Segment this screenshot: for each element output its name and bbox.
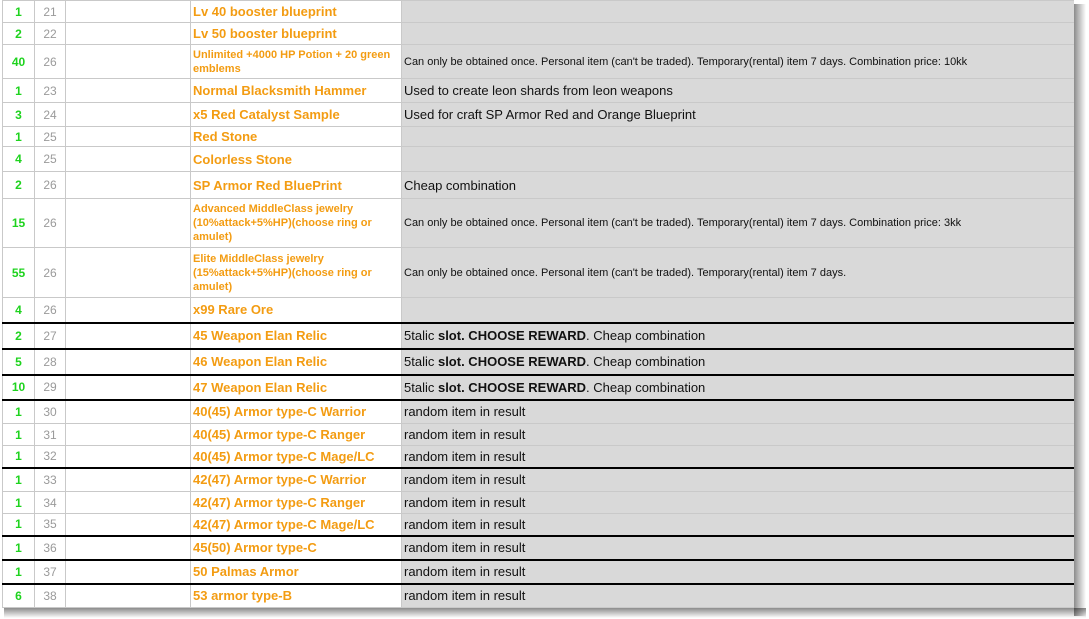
quantity-cell[interactable]: 1 <box>3 1 35 23</box>
item-name-cell[interactable]: Lv 50 booster blueprint <box>191 23 402 45</box>
table-row <box>3 492 1075 514</box>
quantity-cell[interactable]: 2 <box>3 23 35 45</box>
quantity-cell[interactable]: 10 <box>3 375 35 400</box>
empty-cell[interactable] <box>66 468 191 492</box>
sheet-shadow-bottom <box>4 608 1086 618</box>
level-cell[interactable]: 21 <box>35 1 66 23</box>
empty-cell[interactable] <box>66 514 191 536</box>
description-cell[interactable]: random item in result <box>402 514 1075 536</box>
item-name-cell[interactable]: x5 Red Catalyst Sample <box>191 103 402 127</box>
description-cell[interactable] <box>402 1 1075 23</box>
level-cell[interactable]: 27 <box>35 323 66 349</box>
table-row <box>3 172 1075 199</box>
item-name-cell[interactable]: 50 Palmas Armor <box>191 560 402 584</box>
empty-cell[interactable] <box>66 23 191 45</box>
description-text: . Cheap combination <box>586 354 706 369</box>
sheet-shadow-right <box>1074 4 1086 616</box>
table-row <box>3 147 1075 172</box>
description-cell[interactable]: random item in result <box>402 536 1075 560</box>
description-cell[interactable]: random item in result <box>402 492 1075 514</box>
table-row <box>3 79 1075 103</box>
description-bold-text: slot. CHOOSE REWARD <box>437 328 587 343</box>
description-cell[interactable] <box>402 375 1075 400</box>
item-name-cell[interactable]: 47 Weapon Elan Relic <box>191 375 402 400</box>
description-cell[interactable]: Can only be obtained once. Personal item (can't be traded). Temporary(rental) item 7 days. <box>402 248 1075 298</box>
table-row <box>3 560 1075 584</box>
quantity-cell[interactable]: 1 <box>3 560 35 584</box>
item-name-cell[interactable]: 42(47) Armor type-C Ranger <box>191 492 402 514</box>
level-cell[interactable]: 30 <box>35 400 66 424</box>
description-cell[interactable]: Can only be obtained once. Personal item (can't be traded). Temporary(rental) item 7 days. Combination price: 3kk <box>402 199 1075 248</box>
description-text: . Cheap combination <box>586 379 706 395</box>
empty-cell[interactable] <box>66 560 191 584</box>
empty-cell[interactable] <box>66 400 191 424</box>
description-cell[interactable] <box>402 298 1075 323</box>
level-cell[interactable]: 23 <box>35 79 66 103</box>
table-row <box>3 199 1075 248</box>
item-name-cell[interactable]: 42(47) Armor type-C Warrior <box>191 468 402 492</box>
empty-cell[interactable] <box>66 375 191 400</box>
quantity-cell[interactable]: 5 <box>3 349 35 375</box>
level-cell[interactable]: 26 <box>35 248 66 298</box>
reward-table-body <box>3 1 1075 608</box>
description-cell[interactable]: random item in result <box>402 446 1075 468</box>
description-cell[interactable] <box>402 349 1075 375</box>
level-cell[interactable]: 25 <box>35 127 66 147</box>
empty-cell[interactable] <box>66 1 191 23</box>
item-name-cell[interactable]: 46 Weapon Elan Relic <box>191 349 402 375</box>
description-cell[interactable]: random item in result <box>402 584 1075 608</box>
item-name-cell[interactable]: Advanced MiddleClass jewelry (10%attack+5%HP)(choose ring or amulet) <box>191 199 402 248</box>
description-cell[interactable] <box>402 23 1075 45</box>
level-cell[interactable]: 38 <box>35 584 66 608</box>
level-cell[interactable]: 36 <box>35 536 66 560</box>
table-row <box>3 400 1075 424</box>
description-bold-text: slot. CHOOSE REWARD <box>437 379 587 395</box>
item-name-cell[interactable]: Elite MiddleClass jewelry (15%attack+5%HP)(choose ring or amulet) <box>191 248 402 298</box>
table-row <box>3 323 1075 349</box>
quantity-cell[interactable]: 1 <box>3 468 35 492</box>
level-cell[interactable]: 33 <box>35 468 66 492</box>
level-cell[interactable]: 34 <box>35 492 66 514</box>
quantity-cell[interactable]: 40 <box>3 45 35 79</box>
empty-cell[interactable] <box>66 199 191 248</box>
quantity-cell[interactable]: 3 <box>3 103 35 127</box>
quantity-cell[interactable]: 1 <box>3 492 35 514</box>
table-row <box>3 375 1075 400</box>
table-row <box>3 45 1075 79</box>
level-cell[interactable]: 26 <box>35 298 66 323</box>
level-cell[interactable]: 28 <box>35 349 66 375</box>
empty-cell[interactable] <box>66 424 191 446</box>
quantity-cell[interactable]: 4 <box>3 147 35 172</box>
table-row <box>3 536 1075 560</box>
quantity-cell[interactable]: 1 <box>3 536 35 560</box>
quantity-cell[interactable]: 1 <box>3 424 35 446</box>
empty-cell[interactable] <box>66 172 191 199</box>
empty-cell[interactable] <box>66 492 191 514</box>
quantity-cell[interactable]: 1 <box>3 127 35 147</box>
description-cell[interactable]: Can only be obtained once. Personal item (can't be traded). Temporary(rental) item 7 days. Combination price: 10kk <box>402 45 1075 79</box>
table-row <box>3 298 1075 323</box>
quantity-cell[interactable]: 4 <box>3 298 35 323</box>
description-cell[interactable] <box>402 127 1075 147</box>
empty-cell[interactable] <box>66 79 191 103</box>
reward-table <box>2 0 1074 608</box>
level-cell[interactable]: 26 <box>35 45 66 79</box>
level-cell[interactable]: 37 <box>35 560 66 584</box>
empty-cell[interactable] <box>66 127 191 147</box>
empty-cell[interactable] <box>66 323 191 349</box>
item-name-cell[interactable]: Red Stone <box>191 127 402 147</box>
empty-cell[interactable] <box>66 536 191 560</box>
table-row <box>3 248 1075 298</box>
description-cell[interactable]: Cheap combination <box>402 172 1075 199</box>
empty-cell[interactable] <box>66 248 191 298</box>
table-row <box>3 23 1075 45</box>
level-cell[interactable]: 29 <box>35 375 66 400</box>
empty-cell[interactable] <box>66 349 191 375</box>
table-row <box>3 1 1075 23</box>
item-name-cell[interactable]: 45 Weapon Elan Relic <box>191 323 402 349</box>
item-name-cell[interactable]: Lv 40 booster blueprint <box>191 1 402 23</box>
table-row <box>3 446 1075 468</box>
quantity-cell[interactable]: 55 <box>3 248 35 298</box>
quantity-cell[interactable]: 1 <box>3 446 35 468</box>
item-name-cell[interactable]: 40(45) Armor type-C Mage/LC <box>191 446 402 468</box>
empty-cell[interactable] <box>66 103 191 127</box>
table-row <box>3 103 1075 127</box>
level-cell[interactable]: 31 <box>35 424 66 446</box>
item-name-cell[interactable]: 40(45) Armor type-C Ranger <box>191 424 402 446</box>
table-row <box>3 514 1075 536</box>
quantity-cell[interactable]: 1 <box>3 514 35 536</box>
table-row <box>3 127 1075 147</box>
item-name-cell[interactable]: Unlimited +4000 HP Potion + 20 green emblems <box>191 45 402 79</box>
description-cell[interactable]: Used to create leon shards from leon weapons <box>402 79 1075 103</box>
description-text: 5talic <box>404 354 438 369</box>
quantity-cell[interactable]: 1 <box>3 79 35 103</box>
level-cell[interactable]: 26 <box>35 172 66 199</box>
quantity-cell[interactable]: 2 <box>3 172 35 199</box>
description-cell[interactable]: random item in result <box>402 560 1075 584</box>
quantity-cell[interactable]: 2 <box>3 323 35 349</box>
level-cell[interactable]: 35 <box>35 514 66 536</box>
item-name-cell[interactable]: 53 armor type-B <box>191 584 402 608</box>
table-row <box>3 424 1075 446</box>
table-row <box>3 584 1075 608</box>
empty-cell[interactable] <box>66 584 191 608</box>
item-name-cell[interactable]: 42(47) Armor type-C Mage/LC <box>191 514 402 536</box>
empty-cell[interactable] <box>66 147 191 172</box>
description-bold-text: slot. CHOOSE REWARD <box>437 354 587 369</box>
level-cell[interactable]: 26 <box>35 199 66 248</box>
description-text: 5talic <box>404 379 438 395</box>
level-cell[interactable]: 22 <box>35 23 66 45</box>
table-row <box>3 468 1075 492</box>
quantity-cell[interactable]: 15 <box>3 199 35 248</box>
level-cell[interactable]: 25 <box>35 147 66 172</box>
description-cell[interactable]: random item in result <box>402 468 1075 492</box>
item-name-cell[interactable]: x99 Rare Ore <box>191 298 402 323</box>
description-cell[interactable]: random item in result <box>402 424 1075 446</box>
quantity-cell[interactable]: 1 <box>3 400 35 424</box>
table-row <box>3 349 1075 375</box>
description-text: . Cheap combination <box>586 328 706 343</box>
item-name-cell[interactable]: Normal Blacksmith Hammer <box>191 79 402 103</box>
description-text: 5talic <box>404 328 438 343</box>
description-cell[interactable] <box>402 323 1075 349</box>
level-cell[interactable]: 24 <box>35 103 66 127</box>
description-cell[interactable]: Used for craft SP Armor Red and Orange Blueprint <box>402 103 1075 127</box>
empty-cell[interactable] <box>66 298 191 323</box>
quantity-cell[interactable]: 6 <box>3 584 35 608</box>
empty-cell[interactable] <box>66 45 191 79</box>
item-name-cell[interactable]: 45(50) Armor type-C <box>191 536 402 560</box>
description-cell[interactable] <box>402 147 1075 172</box>
item-name-cell[interactable]: 40(45) Armor type-C Warrior <box>191 400 402 424</box>
empty-cell[interactable] <box>66 446 191 468</box>
level-cell[interactable]: 32 <box>35 446 66 468</box>
description-cell[interactable]: random item in result <box>402 400 1075 424</box>
item-name-cell[interactable]: SP Armor Red BluePrint <box>191 172 402 199</box>
item-name-cell[interactable]: Colorless Stone <box>191 147 402 172</box>
